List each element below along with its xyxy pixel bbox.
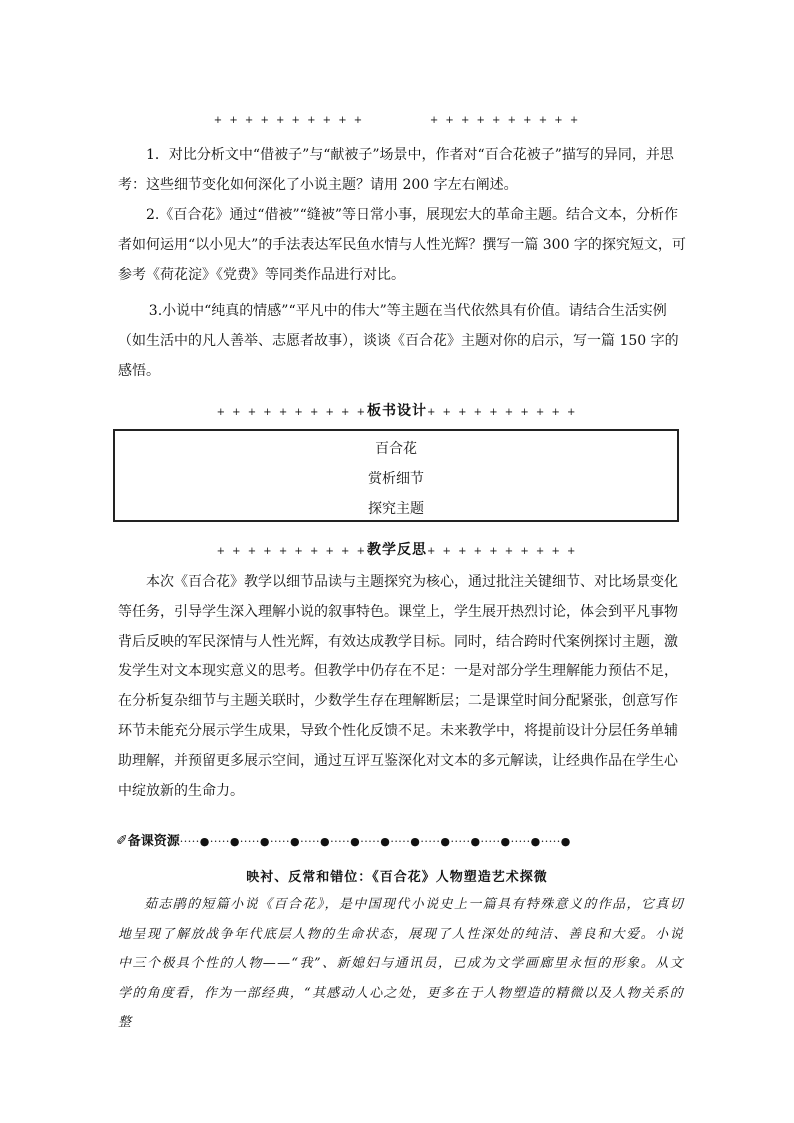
question-2: 2.《百合花》通过“借被”“缝被”等日常小事，展现宏大的革命主题。结合文本，分析作者如何运用“以小见大”的手法表达军民鱼水情与人性光辉？撰写一篇 300 字的探究短文，可参考《荷花淀》《党费》等同类作品进行对比。 — [118, 207, 686, 283]
board-row-title: 百合花 — [375, 441, 417, 457]
divider-plus-left: + + + + + + + + + + — [216, 407, 367, 418]
article-body: 茹志鹃的短篇小说《百合花》，是中国现代小说史上一篇具有特殊意义的作品，它真切地呈现了解放战争年代底层人物的生命状态，展现了人性深处的纯洁、善良和大爱。小说中三个极具个性的人物——“我”、新媳妇与通讯员，已成为文学画廊里永恒的形象。从文学的角度看，作为一部经典，“其感动人心之处，更多在于人物塑造的精微以及人物关系的整 — [118, 897, 684, 1030]
board-design-box — [113, 429, 679, 522]
board-design-heading: 板书设计 — [367, 403, 427, 419]
divider-plus-left: + + + + + + + + + + — [216, 546, 367, 557]
article-title: 映衬、反常和错位：《百合花》人物塑造艺术探微 — [246, 870, 548, 885]
board-design-divider — [0, 400, 794, 420]
pen-icon: ✐ — [116, 833, 128, 849]
reflection-heading: 教学反思 — [367, 542, 427, 558]
resources-label: 备课资源 — [127, 834, 180, 849]
resources-header — [116, 830, 676, 849]
divider-plus-right: + + + + + + + + + + — [427, 546, 578, 557]
reflection-paragraph: 本次《百合花》教学以细节品读与主题探究为核心，通过批注关键细节、对比场景变化等任务，引导学生深入理解小说的叙事特色。课堂上，学生展开热烈讨论，体会到平凡事物背后反映的军民深情与人性光辉，有效达成教学目标。同时，结合跨时代案例探讨主题，激发学生对文本现实意义的思考。但教学中仍存在不足：一是对部分学生理解能力预估不足，在分析复杂细节与主题关联时，少数学生存在理解断层；二是课堂时间分配紧张，创意写作环节未能充分展示学生成果，导致个性化反馈不足。未来教学中，将提前设计分层任务单辅助理解，并预留更多展示空间，通过互评互鉴深化对文本的多元解读，让经典作品在学生心中绽放新的生命力。 — [118, 574, 678, 799]
question-3: 3.小说中“纯真的情感”“平凡中的伟大”等主题在当代依然具有价值。请结合生活实例（如生活中的凡人善举、志愿者故事），谈谈《百合花》主题对你的启示，写一篇 150 字的感悟。 — [118, 303, 679, 379]
reflection-divider — [0, 539, 794, 559]
board-row-theme: 探究主题 — [368, 501, 424, 517]
resources-dot-rule: ·····●·····●·····●·····●·····●·····●·····●·····●·····●·····●·····●·····●·····● — [179, 835, 571, 848]
divider-plus-right: + + + + + + + + + + — [427, 407, 578, 418]
divider-plus-right: + + + + + + + + + + — [429, 115, 581, 126]
top-divider — [0, 112, 794, 126]
divider-plus-left: + + + + + + + + + + — [213, 115, 365, 126]
board-row-details: 赏析细节 — [368, 471, 424, 487]
question-1: 1．对比分析文中“借被子”与“献被子”场景中，作者对“百合花被子”描写的异同，并思考：这些细节变化如何深化了小说主题？请用 200 字左右阐述。 — [118, 147, 674, 193]
